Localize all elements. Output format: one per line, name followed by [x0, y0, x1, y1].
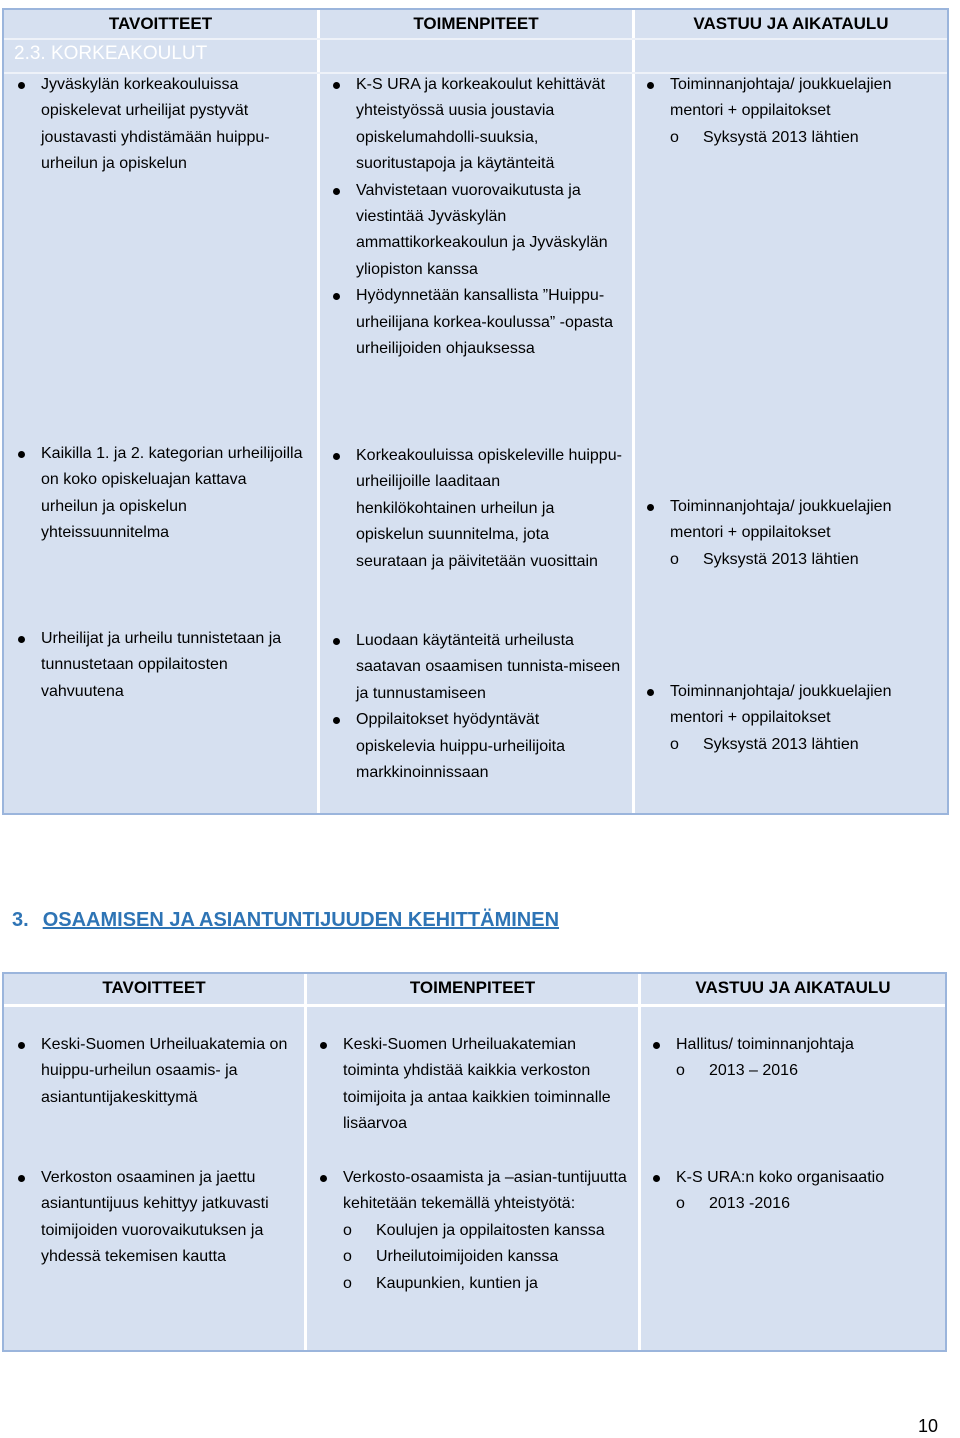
goal-item: Keski-Suomen Urheiluakatemia on huippu-urheilun osaamis- ja asiantuntijakeskittymä	[7, 1032, 297, 1111]
subaction-item: o Urheilutoimijoiden kanssa	[309, 1244, 629, 1270]
section-title: 2.3. KORKEAKOULUT	[14, 43, 208, 64]
action-cell	[322, 72, 622, 362]
schedule-item: o Syksystä 2013 lähtien	[636, 125, 936, 151]
goal-cell	[7, 72, 307, 178]
goal-item: Urheilijat ja urheilu tunnistetaan ja tunnustetaan oppilaitosten vahvuutena	[7, 626, 307, 705]
subaction-item: o Koulujen ja oppilaitosten kanssa	[309, 1218, 629, 1244]
goal-cell	[7, 441, 307, 547]
action-cell	[322, 628, 622, 786]
schedule-item: o 2013 – 2016	[642, 1058, 937, 1084]
action-item: Korkeakouluissa opiskeleville huippu-urheilijoille laaditaan henkilökohtainen urheilun ja opiskelun suunnitelma, jota seurataan ja päivitetään vuosittain	[322, 443, 622, 575]
responsibility-cell	[642, 1165, 937, 1218]
action-item: Vahvistetaan vuorovaikutusta ja viestintää Jyväskylän ammattikorkeakoulun ja Jyväskylän yliopiston kanssa	[322, 178, 622, 284]
column-header-responsibility: VASTUU JA AIKATAULU	[693, 14, 889, 33]
action-item: Verkosto-osaamista ja –asian-tuntijuutta kehitetään tekemällä yhteistyötä:	[309, 1165, 629, 1218]
goal-cell	[7, 626, 307, 705]
responsibility-table-korkeakoulut	[2, 8, 949, 815]
section-heading-text: OSAAMISEN JA ASIANTUNTIJUUDEN KEHITTÄMINEN	[42, 909, 560, 931]
action-item: Oppilaitokset hyödyntävät opiskelevia huippu-urheilijoita markkinoinnissaan	[322, 707, 622, 786]
column-header-actions: TOIMENPITEET	[409, 978, 536, 997]
goal-item: Verkoston osaaminen ja jaettu asiantuntijuus kehittyy jatkuvasti toimijoiden vuorovaikutuksen ja yhdessä tekemisen kautta	[7, 1165, 297, 1271]
action-item: Luodaan käytänteitä urheilusta saatavan osaamisen tunnista-miseen ja tunnustamiseen	[322, 628, 622, 707]
column-header-goals: TAVOITTEET	[102, 978, 206, 997]
action-item: Keski-Suomen Urheiluakatemian toiminta yhdistää kaikkia verkoston toimijoita ja antaa kaikkien toiminnalle lisäarvoa	[309, 1032, 629, 1138]
goal-cell	[7, 1032, 297, 1111]
responsibility-item: Hallitus/ toiminnanjohtaja	[642, 1032, 937, 1058]
responsibility-table-osaaminen	[2, 972, 947, 1352]
action-cell	[309, 1165, 629, 1297]
responsibility-item: Toiminnanjohtaja/ joukkuelajien mentori + oppilaitokset	[636, 494, 936, 547]
action-item: Hyödynnetään kansallista ”Huippu-urheilijana korkea-koulussa” -opasta urheilijoiden ohjauksessa	[322, 283, 622, 362]
responsibility-item: Toiminnanjohtaja/ joukkuelajien mentori + oppilaitokset	[636, 72, 936, 125]
column-header-actions: TOIMENPITEET	[413, 14, 539, 33]
action-cell	[322, 443, 622, 575]
action-cell	[309, 1032, 629, 1138]
responsibility-cell	[636, 72, 936, 151]
goal-cell	[7, 1165, 297, 1271]
responsibility-item: K-S URA:n koko organisaatio	[642, 1165, 937, 1191]
goal-item: Jyväskylän korkeakouluissa opiskelevat urheilijat pystyvät joustavasti yhdistämään huippu-urheilun ja opiskelun	[7, 72, 307, 178]
schedule-item: o Syksystä 2013 lähtien	[636, 547, 936, 573]
action-item: K-S URA ja korkeakoulut kehittävät yhteistyössä uusia joustavia opiskelumahdolli-suuksia, suoritustapoja ja käytänteitä	[322, 72, 622, 178]
goal-item: Kaikilla 1. ja 2. kategorian urheilijoilla on koko opiskeluajan kattava urheilun ja opiskelun yhteissuunnitelma	[7, 441, 307, 547]
schedule-item: o Syksystä 2013 lähtien	[636, 732, 936, 758]
responsibility-cell	[636, 494, 936, 573]
subaction-item: o Kaupunkien, kuntien ja	[309, 1271, 629, 1297]
schedule-item: o 2013 -2016	[642, 1191, 937, 1217]
column-header-goals: TAVOITTEET	[108, 14, 213, 33]
responsibility-cell	[636, 679, 936, 758]
section-heading	[12, 909, 559, 932]
section-number: 3.	[12, 909, 29, 931]
column-header-responsibility: VASTUU JA AIKATAULU	[695, 978, 891, 997]
responsibility-cell	[642, 1032, 937, 1085]
responsibility-item: Toiminnanjohtaja/ joukkuelajien mentori + oppilaitokset	[636, 679, 936, 732]
page-number: 10	[917, 1416, 938, 1436]
